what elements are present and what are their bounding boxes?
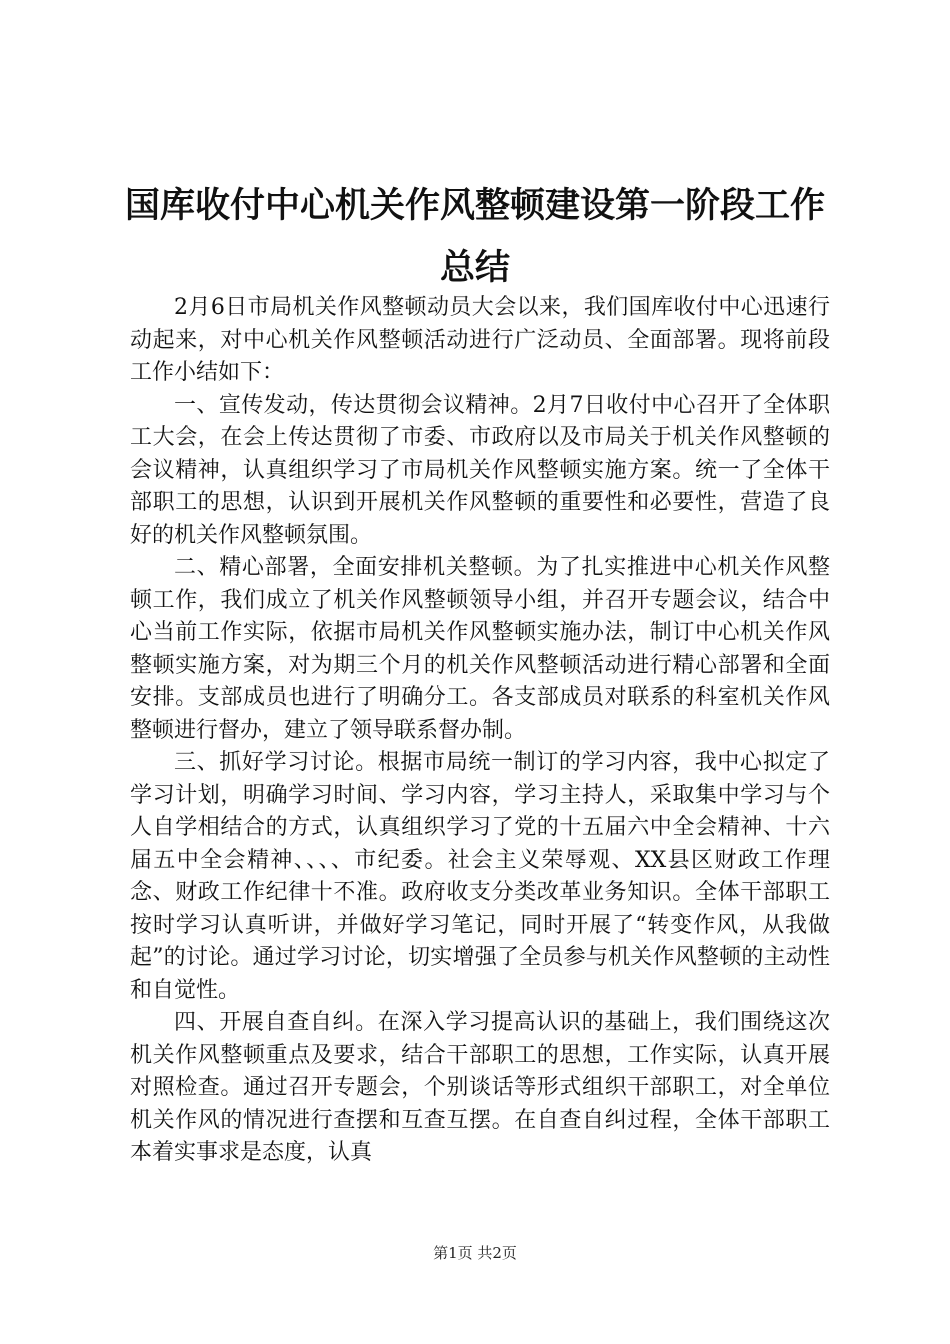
page-number-footer: 第1页 共2页 (433, 1244, 517, 1262)
document-body (130, 292, 830, 1170)
paragraph-section-1: 一、宣传发动，传达贯彻会议精神。2月7日收付中心召开了全体职工大会，在会上传达贯彻了市委、市政府以及市局关于机关作风整顿的会议精神，认真组织学习了市局机关作风整顿实施方案。统一了全体干部职工的思想，认识到开展机关作风整顿的重要性和必要性，营造了良好的机关作风整顿氛围。 (130, 392, 830, 548)
document-title-line-1: 国库收付中心机关作风整顿建设第一阶段工作 (124, 186, 825, 226)
paragraph-intro: 2月6日市局机关作风整顿动员大会以来，我们国库收付中心迅速行动起来，对中心机关作风整顿活动进行广泛动员、全面部署。现将前段工作小结如下： (130, 295, 830, 385)
paragraph-section-2: 二、精心部署，全面安排机关整顿。为了扎实推进中心机关作风整顿工作，我们成立了机关作风整顿领导小组，并召开专题会议，结合中心当前工作实际，依据市局机关作风整顿实施办法，制订中心机关作风整顿实施方案，对为期三个月的机关作风整顿活动进行精心部署和全面安排。支部成员也进行了明确分工。各支部成员对联系的科室机关作风整顿进行督办，建立了领导联系督办制。 (130, 555, 830, 743)
paragraph-section-4: 四、开展自查自纠。在深入学习提高认识的基础上，我们围绕这次机关作风整顿重点及要求，结合干部职工的思想，工作实际，认真开展对照检查。通过召开专题会，个别谈话等形式组织干部职工，对全单位机关作风的情况进行查摆和互查互摆。在自查自纠过程，全体干部职工本着实事求是态度，认真 (130, 1010, 830, 1165)
document-title-line-2: 总结 (439, 248, 510, 288)
paragraph-section-3: 三、抓好学习讨论。根据市局统一制订的学习内容，我中心拟定了学习计划，明确学习时间、学习内容，学习主持人，采取集中学习与个人自学相结合的方式，认真组织学习了党的十五届六中全会精神、十六届五中全会精神、、、、市纪委。社会主义荣辱观、XX县区财政工作理念、财政工作纪律十不准。政府收支分类改革业务知识。全体干部职工按时学习认真听讲，并做好学习笔记，同时开展了“转变作风，从我做起”的讨论。通过学习讨论，切实增强了全员参与机关作风整顿的主动性和自觉性。 (130, 750, 830, 1003)
